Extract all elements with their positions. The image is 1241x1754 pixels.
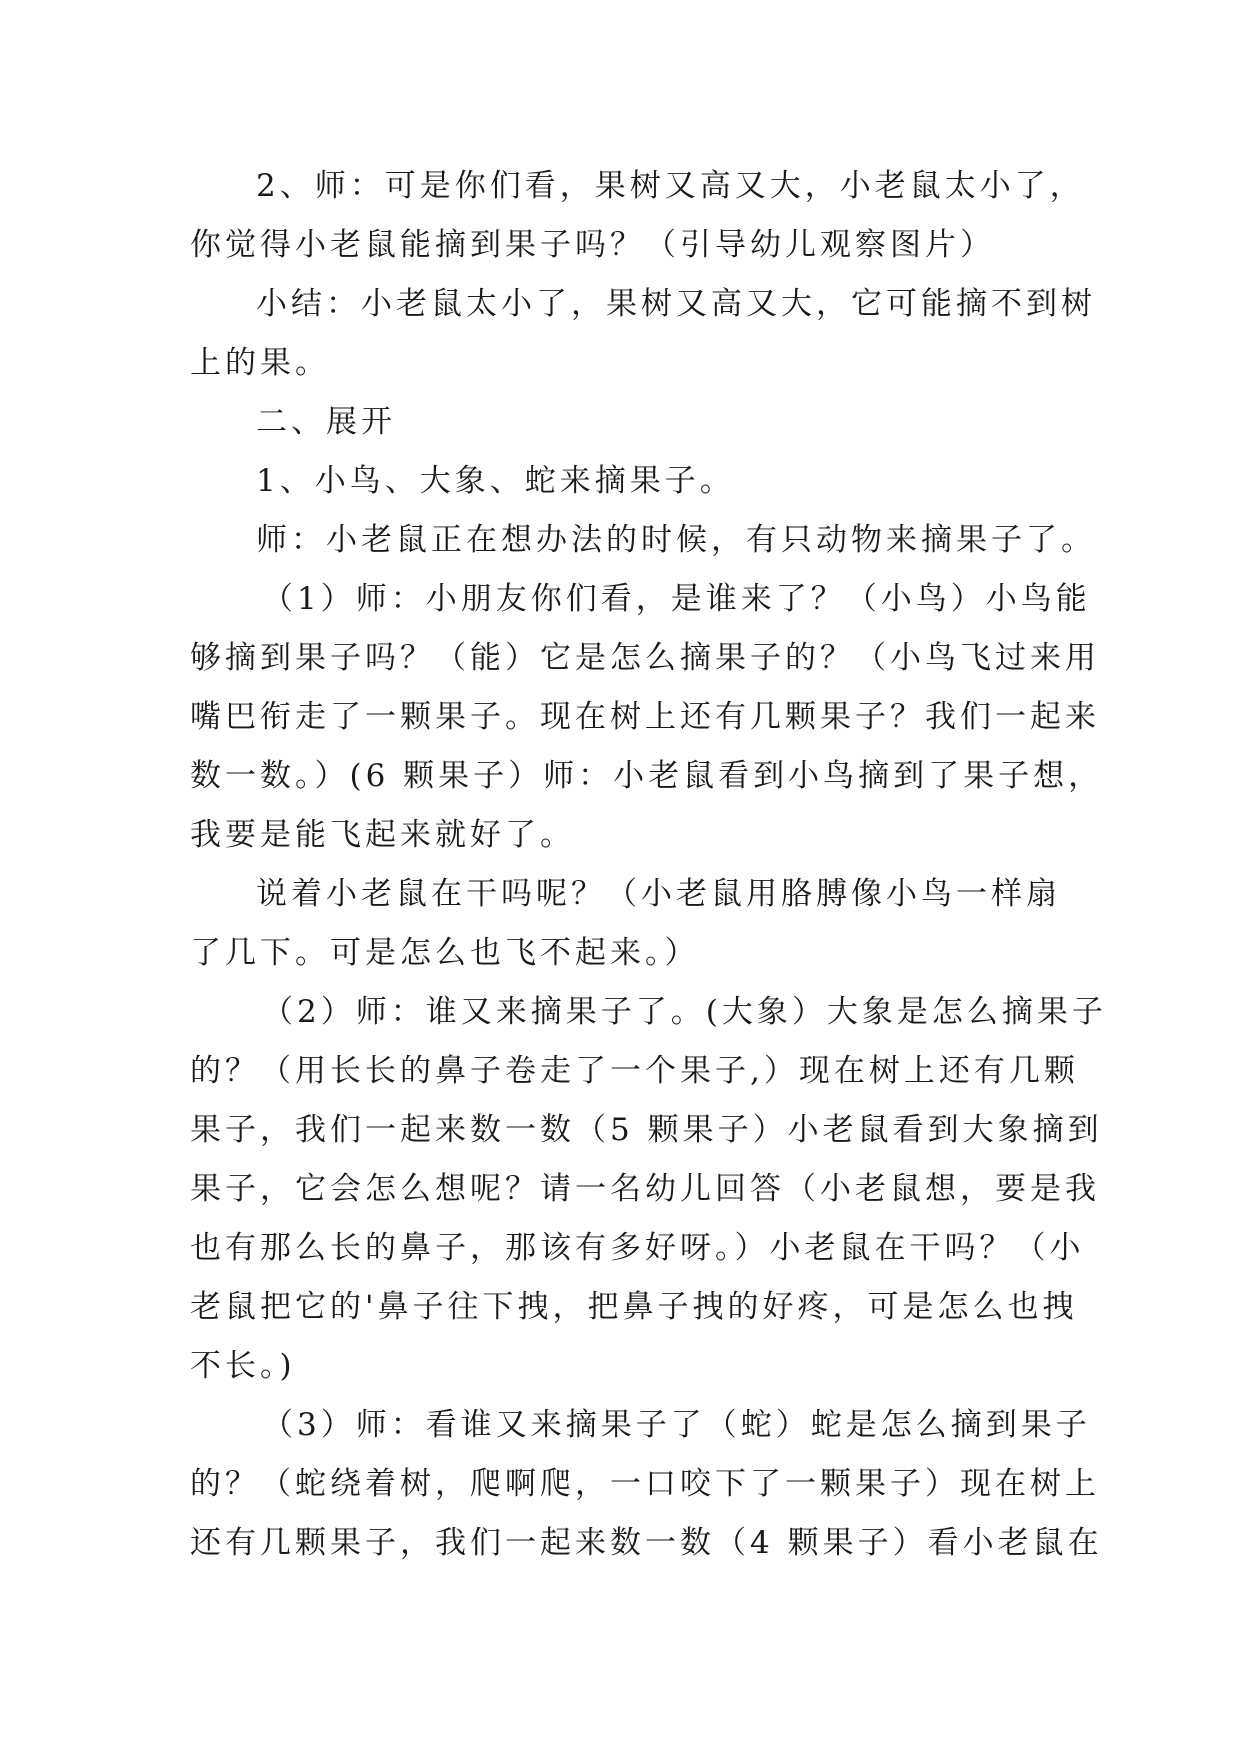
paragraph [190, 865, 1061, 983]
paragraph [190, 983, 1107, 1396]
text-line: 上的果。 [190, 345, 330, 381]
text-line: 小结：小老鼠太小了，果树又高又大，它可能摘不到树 [256, 286, 1096, 322]
text-line: 说着小老鼠在干吗呢？（小老鼠用胳膊像小鸟一样扇 [256, 876, 1061, 912]
text-line: 2、师：可是你们看，果树又高又大，小老鼠太小了， [256, 168, 1085, 204]
text-line: 老鼠把它的'鼻子往下拽，把鼻子拽的好疼，可是怎么也拽 [190, 1289, 1078, 1325]
paragraph [190, 570, 1104, 865]
text-line: 二、展开 [256, 404, 396, 440]
text-line: 的？（蛇绕着树，爬啊爬，一口咬下了一颗果子）现在树上 [190, 1466, 1100, 1502]
text-line: 1、小鸟、大象、蛇来摘果子。 [256, 463, 735, 499]
text-line: 你觉得小老鼠能摘到果子吗？（引导幼儿观察图片） [190, 227, 995, 263]
paragraph [190, 1396, 1103, 1573]
text-line: 的？（用长长的鼻子卷走了一个果子,）现在树上还有几颗 [190, 1053, 1079, 1089]
text-line: 够摘到果子吗？（能）它是怎么摘果子的？（小鸟飞过来用 [190, 640, 1100, 676]
text-line: 还有几颗果子，我们一起来数一数（4 颗果子）看小老鼠在 [190, 1525, 1103, 1561]
text-line: 数一数。）(6 颗果子）师：小老鼠看到小鸟摘到了果子想， [190, 758, 1104, 794]
paragraph [190, 157, 1085, 275]
text-line: （2）师：谁又来摘果子了。(大象）大象是怎么摘果子 [262, 994, 1107, 1030]
paragraph [190, 275, 1096, 393]
text-line: 了几下。可是怎么也飞不起来。） [190, 935, 700, 971]
text-line: 师：小老鼠正在想办法的时候，有只动物来摘果子了。 [256, 522, 1096, 558]
text-line: （3）师：看谁又来摘果子了（蛇）蛇是怎么摘到果子 [262, 1407, 1091, 1443]
text-line: 果子，它会怎么想呢？请一名幼儿回答（小老鼠想，要是我 [190, 1171, 1100, 1207]
text-line: （1）师：小朋友你们看，是谁来了？（小鸟）小鸟能 [262, 581, 1091, 617]
text-line: 不长。) [190, 1348, 296, 1384]
paragraph [190, 511, 1096, 570]
text-line: 果子，我们一起来数一数（5 颗果子）小老鼠看到大象摘到 [190, 1112, 1103, 1148]
paragraph [190, 452, 1050, 511]
document-body [190, 157, 1107, 1573]
text-line: 也有那么长的鼻子，那该有多好呀。）小老鼠在干吗？（小 [190, 1230, 1085, 1266]
text-line: 我要是能飞起来就好了。 [190, 817, 575, 853]
text-line: 嘴巴衔走了一颗果子。现在树上还有几颗果子？我们一起来 [190, 699, 1100, 735]
paragraph [190, 393, 1050, 452]
